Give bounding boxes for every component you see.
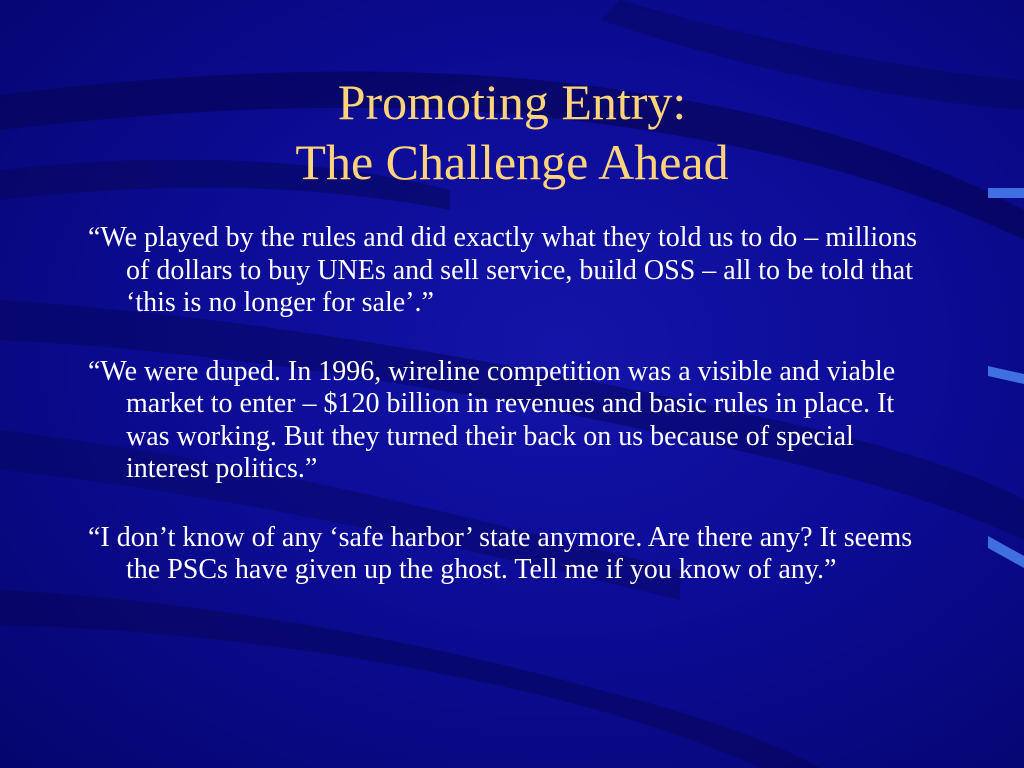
title-line-1: Promoting Entry: — [337, 74, 687, 130]
quote-list — [88, 222, 938, 623]
quote-3: “I don’t know of any ‘safe harbor’ state anymore. Are there any? It seems the PSCs have given up the ghost. Tell me if you know of any.” — [88, 521, 913, 585]
accent-dash — [988, 536, 1024, 568]
title-line-2: The Challenge Ahead — [295, 134, 729, 190]
quote-2: “We were duped. In 1996, wireline competition was a visible and viable market to enter – $120 billion in revenues and basic rules in place. It was working. But they turned their back on us because of special interest politics.” — [88, 355, 896, 484]
accent-dash — [988, 366, 1024, 384]
quote-1: “We played by the rules and did exactly what they told us to do – millions of dollars to buy UNEs and sell service, build OSS – all to be told that ‘this is no longer for sale’.” — [88, 222, 918, 318]
slide-title — [0, 72, 1024, 192]
